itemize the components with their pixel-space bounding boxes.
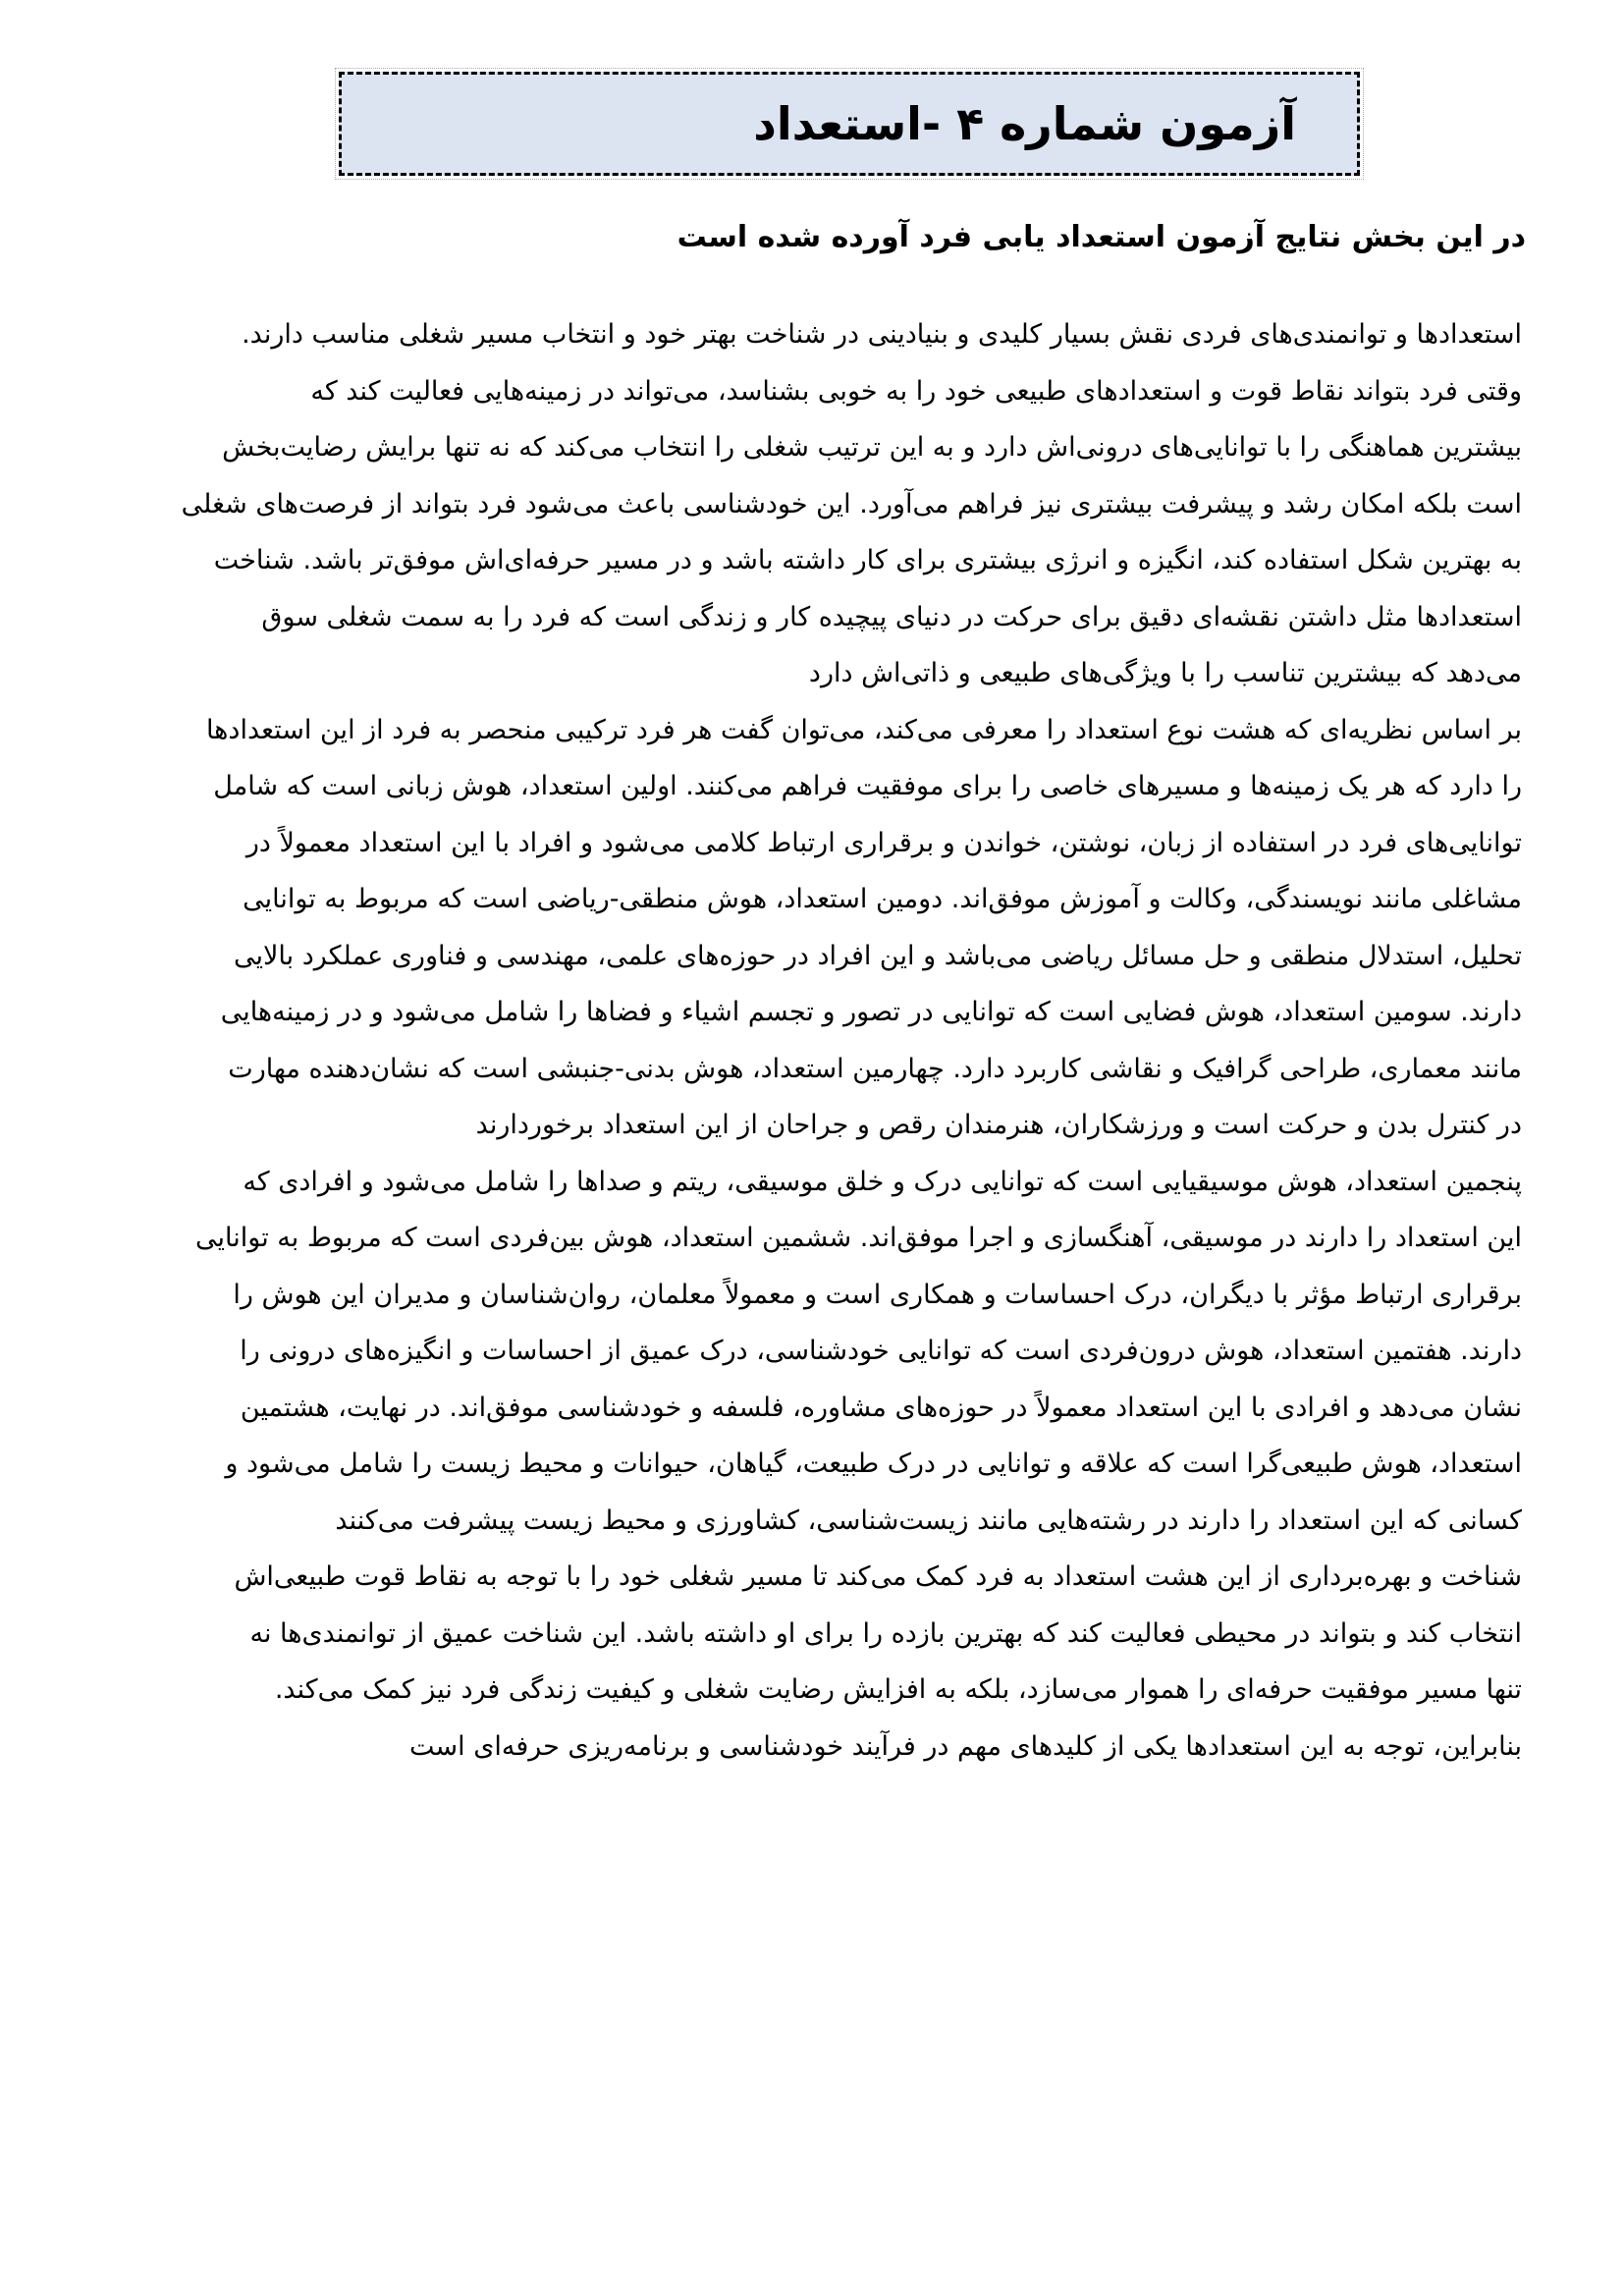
- paragraph: [108, 702, 1522, 1154]
- text-line: انتخاب کند و بتواند در محیطی فعالیت کند که بهترین بازده را برای او داشته باشد. این شناخت عمیق از توانمندی‌ها نه: [249, 1617, 1522, 1649]
- text-line: مانند معماری، طراحی گرافیک و نقاشی کاربرد دارد. چهارمین استعداد، هوش بدنی-جنبشی است که نشان‌دهنده مهارت: [228, 1053, 1522, 1084]
- text-line: بیشترین هماهنگی را با توانایی‌های درونی‌اش دارد و به این ترتیب شغلی را انتخاب می‌کند که نه تنها برایش رضایت‌بخش: [222, 432, 1522, 463]
- paragraph: [108, 1549, 1522, 1775]
- title-box: [339, 72, 1360, 176]
- text-line: است بلکه امکان رشد و پیشرفت بیشتری نیز فراهم می‌آورد. این خودشناسی باعث می‌شود فرد بتواند از فرصت‌های شغلی: [181, 488, 1522, 519]
- section-subtitle: در این بخش نتایج آزمون استعداد یابی فرد آورده شده است: [677, 220, 1526, 254]
- text-line: برقراری ارتباط مؤثر با دیگران، درک احساسات و همکاری است و معمولاً معلمان، روان‌شناسان و مدیران این هوش را: [233, 1279, 1522, 1310]
- text-line: دارند. سومین استعداد، هوش فضایی است که توانایی در تصور و تجسم اشیاء و فضاها را شامل می‌شود و در زمینه‌هایی: [220, 997, 1522, 1027]
- page-title: آزمون شماره ۴ -استعداد: [753, 97, 1296, 150]
- text-line: نشان می‌دهد و افرادی با این استعداد معمولاً در حوزه‌های مشاوره، فلسفه و خودشناسی موفق‌اند. در نهایت، هشتمین: [240, 1392, 1522, 1423]
- text-line: تحلیل، استدلال منطقی و حل مسائل ریاضی می‌باشد و این افراد در حوزه‌های علمی، مهندسی و فناوری عملکرد بالایی: [233, 940, 1522, 971]
- paragraph: [108, 306, 1522, 702]
- text-line: تنها مسیر موفقیت حرفه‌ای را هموار می‌سازد، بلکه به افزایش رضایت شغلی و کیفیت زندگی فرد نیز کمک می‌کند.: [274, 1674, 1522, 1705]
- text-line: این استعداد را دارند در موسیقی، آهنگسازی و اجرا موفق‌اند. ششمین استعداد، هوش بین‌فردی است که مربوط به توانایی: [194, 1223, 1522, 1253]
- text-line: کسانی که این استعداد را دارند در رشته‌هایی مانند زیست‌شناسی، کشاورزی و محیط زیست پیشرفت می‌کنند: [335, 1504, 1522, 1536]
- text-line: استعدادها و توانمندی‌های فردی نقش بسیار کلیدی و بنیادینی در شناخت بهتر خود و انتخاب مسیر شغلی مناسب دارند.: [242, 319, 1522, 350]
- text-line: به بهترین شکل استفاده کند، انگیزه و انرژی بیشتری برای کار داشته باشد و در مسیر حرفه‌ای‌اش موفق‌تر باشد. شناخت: [213, 545, 1522, 575]
- text-line: استعدادها مثل داشتن نقشه‌ای دقیق برای حرکت در دنیای پیچیده کار و زندگی است که فرد را به سمت شغلی سوق: [261, 601, 1522, 632]
- text-line: شناخت و بهره‌برداری از این هشت استعداد به فرد کمک می‌کند تا مسیر شغلی خود را با توجه به نقاط قوت طبیعی‌اش: [234, 1561, 1522, 1592]
- text-line: توانایی‌های فرد در استفاده از زبان، نوشتن، خواندن و برقراری ارتباط کلامی می‌شود و افراد با این استعداد معمولاً در: [245, 827, 1522, 858]
- text-line: مشاغلی مانند نویسندگی، وکالت و آموزش موفق‌اند. دومین استعداد، هوش منطقی-ریاضی است که مربوط به توانایی: [243, 884, 1522, 914]
- paragraph: [108, 1154, 1522, 1550]
- text-line: پنجمین استعداد، هوش موسیقیایی است که توانایی درک و خلق موسیقی، ریتم و صداها را شامل می‌شود و افرادی که: [243, 1166, 1522, 1197]
- text-line: را دارد که هر یک زمینه‌ها و مسیرهای خاصی را برای موفقیت فراهم می‌کنند. اولین استعداد، هوش زبانی است که شامل: [213, 771, 1522, 801]
- text-line: بر اساس نظریه‌ای که هشت نوع استعداد را معرفی می‌کند، می‌توان گفت هر فرد ترکیبی منحصر به فرد از این استعدادها: [205, 714, 1522, 745]
- body-text: [108, 306, 1522, 1775]
- text-line: استعداد، هوش طبیعی‌گرا است که علاقه و توانایی در درک طبیعت، گیاهان، حیوانات و محیط زیست را شامل می‌شود و: [225, 1449, 1522, 1479]
- text-line: بنابراین، توجه به این استعدادها یکی از کلیدهای مهم در فرآیند خودشناسی و برنامه‌ریزی حرفه‌ای است: [409, 1730, 1522, 1762]
- text-line: در کنترل بدن و حرکت است و ورزشکاران، هنرمندان رقص و جراحان از این استعداد برخوردارند: [475, 1110, 1522, 1140]
- text-line: وقتی فرد بتواند نقاط قوت و استعدادهای طبیعی خود را به خوبی بشناسد، می‌تواند در زمینه‌هایی فعالیت کند که: [310, 375, 1522, 407]
- text-line: می‌دهد که بیشترین تناسب را با ویژگی‌های طبیعی و ذاتی‌اش دارد: [808, 658, 1522, 688]
- text-line: دارند. هفتمین استعداد، هوش درون‌فردی است که توانایی خودشناسی، درک عمیق از احساسات و انگیزه‌های درونی را: [240, 1336, 1522, 1366]
